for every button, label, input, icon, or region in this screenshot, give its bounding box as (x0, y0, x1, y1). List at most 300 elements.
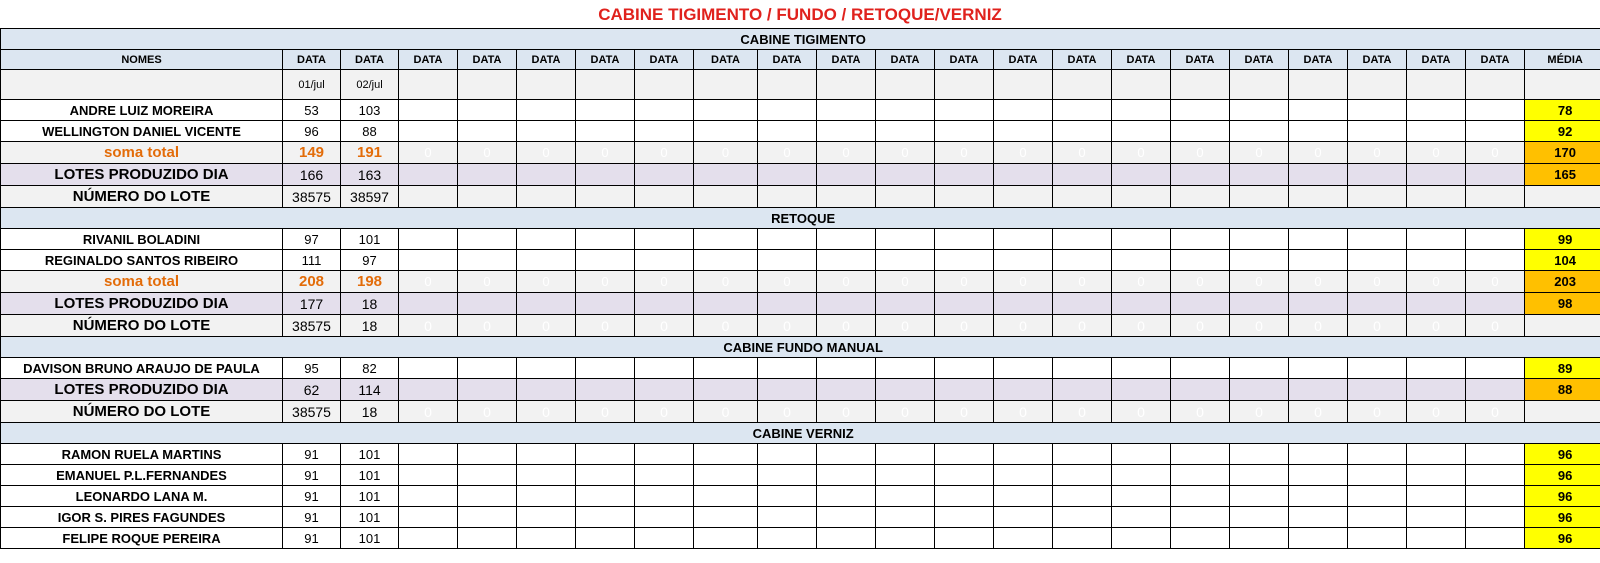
zero-cell: 0 (817, 142, 876, 164)
empty-cell (1348, 528, 1407, 549)
empty-cell (458, 486, 517, 507)
date-empty (935, 70, 994, 100)
person-name: LEONARDO LANA M. (1, 486, 283, 507)
empty-cell (635, 250, 694, 271)
header-data: DATA (1053, 50, 1112, 70)
empty-cell (1230, 528, 1289, 549)
header-data: DATA (635, 50, 694, 70)
section-verniz (1, 423, 1600, 444)
empty-cell (635, 444, 694, 465)
empty-cell (1348, 164, 1407, 186)
empty-cell (1171, 293, 1230, 315)
date-empty (1466, 70, 1525, 100)
person-row (1, 250, 1600, 271)
zero-cell: 0 (635, 271, 694, 293)
empty-cell (1348, 507, 1407, 528)
zero-cell: 0 (1348, 142, 1407, 164)
header-data: DATA (1171, 50, 1230, 70)
header-data: DATA (341, 50, 399, 70)
empty-cell (994, 486, 1053, 507)
zero-cell: 0 (935, 315, 994, 337)
day2-value: 88 (341, 121, 399, 142)
empty-cell (1053, 250, 1112, 271)
empty-cell (1112, 121, 1171, 142)
person-name: REGINALDO SANTOS RIBEIRO (1, 250, 283, 271)
empty-cell (1466, 465, 1525, 486)
empty-cell (817, 507, 876, 528)
zero-cell: 0 (817, 401, 876, 423)
day1-value: 96 (283, 121, 341, 142)
empty-cell (876, 229, 935, 250)
empty-cell (994, 229, 1053, 250)
zero-cell: 0 (458, 271, 517, 293)
empty-cell (1112, 444, 1171, 465)
empty-cell (1230, 250, 1289, 271)
empty-cell (935, 186, 994, 208)
numero-label: NÚMERO DO LOTE (1, 401, 283, 423)
empty-cell (517, 465, 576, 486)
empty-cell (758, 486, 817, 507)
empty-cell (758, 358, 817, 379)
empty-cell (1171, 121, 1230, 142)
empty-cell (817, 186, 876, 208)
empty-cell (694, 121, 758, 142)
zero-cell: 0 (1171, 401, 1230, 423)
zero-cell: 0 (517, 142, 576, 164)
empty-cell (694, 379, 758, 401)
empty-cell (458, 186, 517, 208)
empty-cell (399, 465, 458, 486)
empty-cell (694, 164, 758, 186)
empty-cell (1230, 379, 1289, 401)
empty-cell (1466, 379, 1525, 401)
lotes-day2: 18 (341, 293, 399, 315)
person-name: IGOR S. PIRES FAGUNDES (1, 507, 283, 528)
zero-cell: 0 (1053, 401, 1112, 423)
day2-value: 101 (341, 507, 399, 528)
date-empty (1112, 70, 1171, 100)
zero-cell: 0 (694, 401, 758, 423)
date-empty (1230, 70, 1289, 100)
numero-average (1525, 401, 1600, 423)
empty-cell (576, 293, 635, 315)
empty-cell (458, 444, 517, 465)
zero-cell: 0 (1348, 271, 1407, 293)
zero-cell: 0 (1112, 142, 1171, 164)
empty-cell (1466, 121, 1525, 142)
header-data: DATA (1466, 50, 1525, 70)
empty-cell (1053, 186, 1112, 208)
empty-cell (694, 486, 758, 507)
empty-cell (517, 379, 576, 401)
empty-cell (1289, 358, 1348, 379)
empty-cell (517, 358, 576, 379)
empty-cell (635, 229, 694, 250)
empty-cell (758, 229, 817, 250)
empty-cell (576, 100, 635, 121)
empty-cell (1230, 358, 1289, 379)
empty-cell (1289, 164, 1348, 186)
zero-cell: 0 (935, 401, 994, 423)
empty-cell (1466, 164, 1525, 186)
empty-cell (1466, 444, 1525, 465)
empty-cell (1053, 164, 1112, 186)
numero-lote-row (1, 186, 1600, 208)
zero-cell: 0 (1466, 401, 1525, 423)
day2-value: 82 (341, 358, 399, 379)
empty-cell (1171, 229, 1230, 250)
empty-cell (994, 379, 1053, 401)
empty-cell (576, 164, 635, 186)
date-empty (1525, 70, 1600, 100)
empty-cell (758, 186, 817, 208)
soma-average: 170 (1525, 142, 1600, 164)
soma-average: 203 (1525, 271, 1600, 293)
empty-cell (458, 465, 517, 486)
zero-cell: 0 (1289, 401, 1348, 423)
day2-value: 101 (341, 486, 399, 507)
empty-cell (1112, 250, 1171, 271)
person-row (1, 528, 1600, 549)
empty-cell (635, 486, 694, 507)
empty-cell (1230, 164, 1289, 186)
empty-cell (1112, 229, 1171, 250)
empty-cell (1230, 100, 1289, 121)
empty-cell (694, 293, 758, 315)
zero-cell: 0 (694, 142, 758, 164)
empty-cell (458, 358, 517, 379)
date-cell: 02/jul (341, 70, 399, 100)
day1-value: 91 (283, 507, 341, 528)
empty-cell (1289, 121, 1348, 142)
empty-cell (1407, 100, 1466, 121)
lotes-average: 98 (1525, 293, 1600, 315)
average-value: 104 (1525, 250, 1600, 271)
zero-cell: 0 (876, 401, 935, 423)
numero-lote-row (1, 315, 1600, 337)
empty-cell (576, 186, 635, 208)
empty-cell (935, 121, 994, 142)
empty-cell (935, 164, 994, 186)
empty-cell (1171, 444, 1230, 465)
day2-value: 101 (341, 465, 399, 486)
empty-cell (1289, 293, 1348, 315)
lotes-row (1, 164, 1600, 186)
empty-cell (458, 164, 517, 186)
date-empty (1171, 70, 1230, 100)
empty-cell (1171, 528, 1230, 549)
empty-cell (635, 358, 694, 379)
empty-cell (876, 465, 935, 486)
header-data: DATA (1348, 50, 1407, 70)
soma-day2: 198 (341, 271, 399, 293)
empty-cell (1348, 186, 1407, 208)
average-value: 96 (1525, 465, 1600, 486)
lotes-day1: 62 (283, 379, 341, 401)
zero-cell: 0 (1171, 315, 1230, 337)
day1-value: 95 (283, 358, 341, 379)
empty-cell (458, 507, 517, 528)
empty-cell (1289, 444, 1348, 465)
section-title: CABINE TIGIMENTO (1, 29, 1600, 50)
section-retoque (1, 208, 1600, 229)
empty-cell (758, 465, 817, 486)
date-empty (694, 70, 758, 100)
empty-cell (1407, 164, 1466, 186)
person-name: WELLINGTON DANIEL VICENTE (1, 121, 283, 142)
empty-cell (576, 528, 635, 549)
empty-cell (517, 164, 576, 186)
zero-cell: 0 (635, 315, 694, 337)
zero-cell: 0 (517, 271, 576, 293)
empty-cell (1053, 379, 1112, 401)
zero-cell: 0 (817, 315, 876, 337)
empty-cell (1053, 121, 1112, 142)
empty-cell (1407, 444, 1466, 465)
empty-cell (817, 444, 876, 465)
empty-cell (517, 250, 576, 271)
empty-cell (517, 486, 576, 507)
empty-cell (399, 358, 458, 379)
empty-cell (1407, 121, 1466, 142)
zero-cell: 0 (1112, 315, 1171, 337)
empty-cell (1466, 250, 1525, 271)
empty-cell (1053, 358, 1112, 379)
zero-cell: 0 (635, 142, 694, 164)
empty-cell (994, 507, 1053, 528)
lotes-label: LOTES PRODUZIDO DIA (1, 293, 283, 315)
empty-cell (876, 486, 935, 507)
empty-cell (876, 100, 935, 121)
empty-cell (399, 444, 458, 465)
soma-label: soma total (1, 142, 283, 164)
empty-cell (517, 444, 576, 465)
zero-cell: 0 (458, 142, 517, 164)
lotes-day2: 163 (341, 164, 399, 186)
empty-cell (1348, 486, 1407, 507)
empty-cell (399, 379, 458, 401)
empty-cell (1348, 100, 1407, 121)
header-data: DATA (1407, 50, 1466, 70)
header-data: DATA (576, 50, 635, 70)
empty-cell (1112, 486, 1171, 507)
numero-day2: 38597 (341, 186, 399, 208)
empty-cell (1466, 293, 1525, 315)
empty-cell (1407, 465, 1466, 486)
person-row (1, 358, 1600, 379)
empty-cell (517, 121, 576, 142)
empty-cell (399, 528, 458, 549)
lotes-average: 165 (1525, 164, 1600, 186)
empty-cell (1407, 486, 1466, 507)
empty-cell (694, 229, 758, 250)
empty-cell (1053, 100, 1112, 121)
empty-cell (1112, 293, 1171, 315)
person-row (1, 486, 1600, 507)
soma-total-row (1, 271, 1600, 293)
average-value: 96 (1525, 486, 1600, 507)
empty-cell (1171, 250, 1230, 271)
empty-cell (635, 164, 694, 186)
empty-cell (817, 100, 876, 121)
zero-cell: 0 (1230, 142, 1289, 164)
average-value: 99 (1525, 229, 1600, 250)
empty-cell (994, 465, 1053, 486)
empty-cell (399, 486, 458, 507)
empty-cell (635, 507, 694, 528)
empty-cell (1407, 229, 1466, 250)
date-empty (758, 70, 817, 100)
empty-cell (1407, 250, 1466, 271)
empty-cell (1348, 293, 1407, 315)
empty-cell (1289, 507, 1348, 528)
zero-cell: 0 (517, 315, 576, 337)
empty-cell (1466, 507, 1525, 528)
date-cell: 01/jul (283, 70, 341, 100)
empty-cell (1466, 229, 1525, 250)
average-value: 89 (1525, 358, 1600, 379)
date-empty (1053, 70, 1112, 100)
empty-cell (1348, 229, 1407, 250)
zero-cell: 0 (694, 315, 758, 337)
lotes-day1: 166 (283, 164, 341, 186)
empty-cell (517, 528, 576, 549)
zero-cell: 0 (1171, 271, 1230, 293)
zero-cell: 0 (758, 315, 817, 337)
zero-cell: 0 (935, 142, 994, 164)
empty-cell (1171, 100, 1230, 121)
day1-value: 53 (283, 100, 341, 121)
empty-cell (576, 444, 635, 465)
section-title: CABINE FUNDO MANUAL (1, 337, 1600, 358)
empty-cell (1230, 444, 1289, 465)
lotes-row (1, 379, 1600, 401)
empty-cell (758, 528, 817, 549)
zero-cell: 0 (1407, 315, 1466, 337)
average-value: 92 (1525, 121, 1600, 142)
empty-cell (635, 186, 694, 208)
empty-cell (994, 100, 1053, 121)
empty-cell (694, 444, 758, 465)
empty-cell (1289, 186, 1348, 208)
empty-cell (694, 100, 758, 121)
empty-cell (399, 186, 458, 208)
empty-cell (935, 250, 994, 271)
numero-lote-row (1, 401, 1600, 423)
zero-cell: 0 (399, 315, 458, 337)
empty-cell (1289, 528, 1348, 549)
section-title: RETOQUE (1, 208, 1600, 229)
empty-cell (1289, 486, 1348, 507)
day2-value: 101 (341, 229, 399, 250)
zero-cell: 0 (994, 401, 1053, 423)
empty-cell (994, 444, 1053, 465)
zero-cell: 0 (876, 315, 935, 337)
zero-cell: 0 (399, 142, 458, 164)
zero-cell: 0 (399, 401, 458, 423)
header-data: DATA (399, 50, 458, 70)
zero-cell: 0 (817, 271, 876, 293)
empty-cell (935, 358, 994, 379)
empty-cell (517, 229, 576, 250)
empty-cell (1053, 486, 1112, 507)
empty-cell (994, 186, 1053, 208)
empty-cell (1053, 465, 1112, 486)
header-media: MÉDIA (1525, 50, 1600, 70)
person-row (1, 465, 1600, 486)
zero-cell: 0 (994, 315, 1053, 337)
person-name: RAMON RUELA MARTINS (1, 444, 283, 465)
empty-cell (817, 121, 876, 142)
date-empty (817, 70, 876, 100)
header-data: DATA (758, 50, 817, 70)
zero-cell: 0 (1053, 315, 1112, 337)
day1-value: 111 (283, 250, 341, 271)
empty-cell (458, 528, 517, 549)
empty-cell (1348, 250, 1407, 271)
empty-cell (1112, 100, 1171, 121)
empty-cell (1112, 379, 1171, 401)
empty-cell (758, 293, 817, 315)
empty-cell (1053, 229, 1112, 250)
empty-cell (817, 358, 876, 379)
empty-cell (576, 121, 635, 142)
zero-cell: 0 (1289, 271, 1348, 293)
production-table (0, 28, 1600, 549)
zero-cell: 0 (399, 271, 458, 293)
zero-cell: 0 (1466, 271, 1525, 293)
numero-average (1525, 315, 1600, 337)
empty-cell (1466, 358, 1525, 379)
empty-cell (399, 164, 458, 186)
zero-cell: 0 (1466, 315, 1525, 337)
empty-cell (758, 379, 817, 401)
empty-cell (994, 528, 1053, 549)
empty-cell (576, 250, 635, 271)
empty-cell (817, 164, 876, 186)
zero-cell: 0 (1171, 142, 1230, 164)
empty-cell (876, 358, 935, 379)
average-value: 96 (1525, 444, 1600, 465)
empty-cell (994, 358, 1053, 379)
empty-cell (1407, 507, 1466, 528)
empty-cell (458, 229, 517, 250)
zero-cell: 0 (576, 142, 635, 164)
empty-cell (935, 528, 994, 549)
empty-cell (1348, 465, 1407, 486)
empty-cell (817, 229, 876, 250)
empty-cell (694, 186, 758, 208)
zero-cell: 0 (1230, 401, 1289, 423)
zero-cell: 0 (576, 271, 635, 293)
empty-cell (876, 186, 935, 208)
header-data: DATA (817, 50, 876, 70)
numero-day2: 18 (341, 315, 399, 337)
zero-cell: 0 (1466, 142, 1525, 164)
zero-cell: 0 (994, 142, 1053, 164)
person-name: EMANUEL P.L.FERNANDES (1, 465, 283, 486)
empty-cell (1289, 465, 1348, 486)
empty-cell (876, 379, 935, 401)
zero-cell: 0 (1053, 142, 1112, 164)
empty-cell (399, 121, 458, 142)
soma-day1: 208 (283, 271, 341, 293)
empty-cell (876, 507, 935, 528)
zero-cell: 0 (935, 271, 994, 293)
empty-cell (935, 229, 994, 250)
date-empty (635, 70, 694, 100)
empty-cell (817, 250, 876, 271)
